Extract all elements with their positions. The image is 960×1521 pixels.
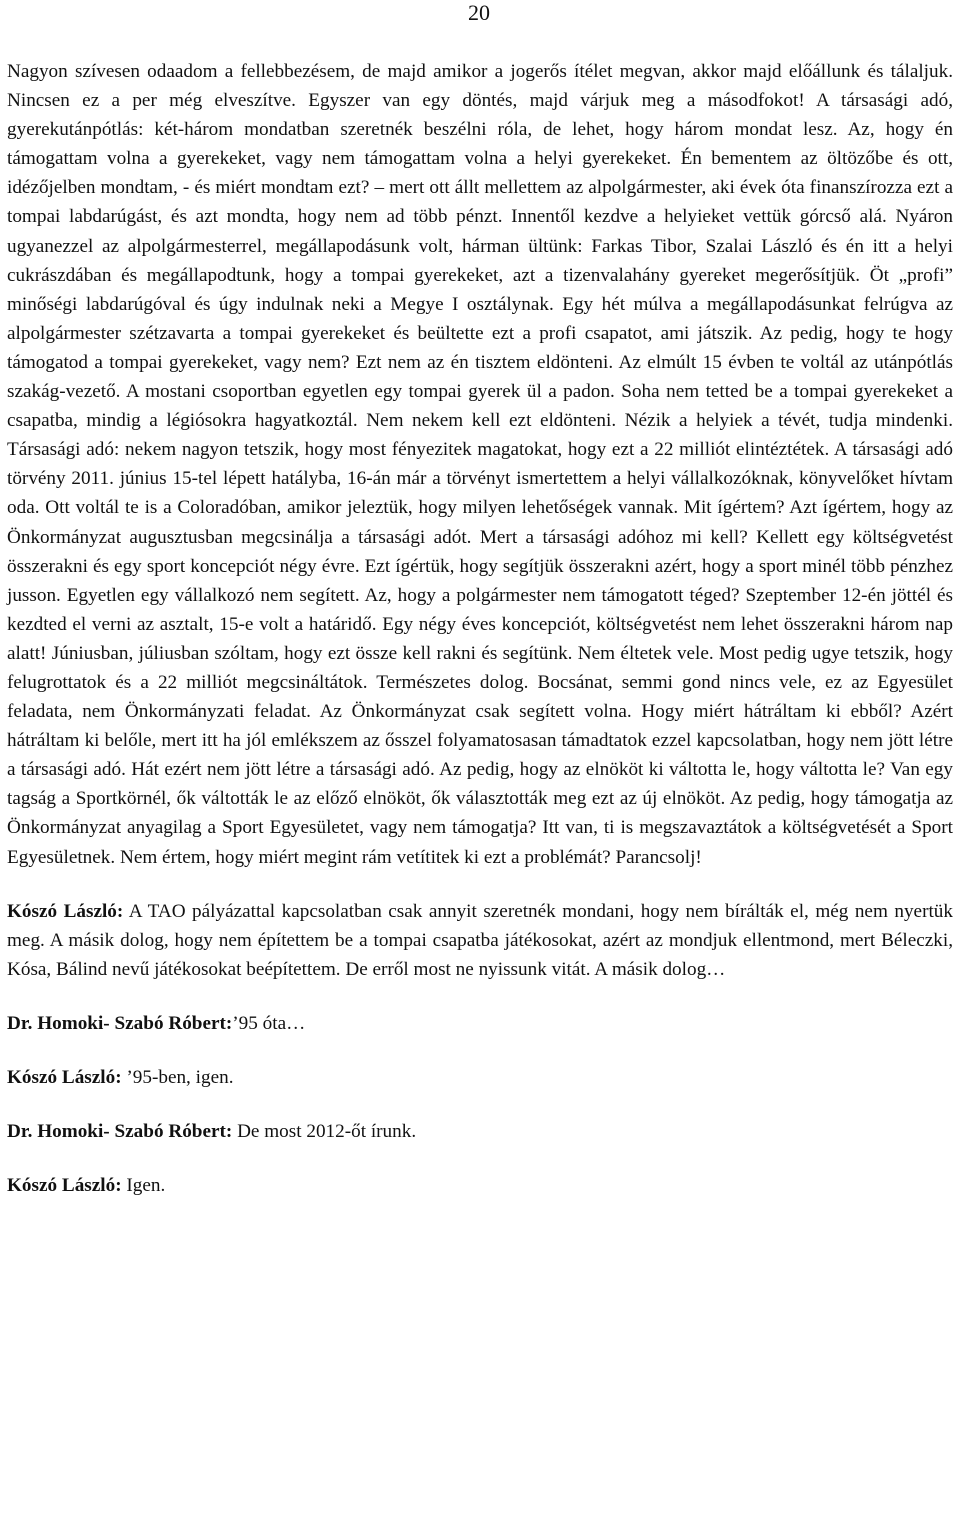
paragraph-text: A TAO pályázattal kapcsolatban csak annyit szeretnék mondani, hogy nem bírálták el, még nem nyertük meg. A másik dolog, hogy nem építettem be a tompai csapatba játékosokat, azért az mondjuk ellentmond, mert Béleczki, Kósa, Bálind nevű játékosokat beépítettem. De erről most ne nyissunk vitát. A másik dolog… — [7, 900, 953, 980]
speaker-name: Dr. Homoki- Szabó Róbert: — [7, 1012, 233, 1034]
paragraph-text: ’95-ben, igen. — [121, 1067, 234, 1088]
page-number: 20 — [468, 0, 490, 25]
paragraph-homoki-szabo-2 — [7, 1117, 953, 1146]
speaker-name: Dr. Homoki- Szabó Róbert: — [7, 1121, 233, 1143]
paragraph-text: De most 2012-őt írunk. — [232, 1121, 417, 1143]
paragraph-homoki-szabo-1 — [7, 1009, 953, 1038]
paragraph-kosz-laszlo-3 — [7, 1171, 953, 1200]
speaker-name: Kószó László: — [7, 900, 124, 922]
paragraph-text: ’95 óta… — [232, 1012, 306, 1034]
paragraph-text: Nagyon szívesen odaadom a fellebbezésem, de majd amikor a jogerős ítélet megvan, akkor majd előállunk és tálaljuk. Nincsen ez a per még elveszítve. Egyszer van egy döntés, majd várjuk meg a másodfokot! A társasági adó, gyerekutánpótlás: két-három mondatban szeretnék beszélni róla, de lehet, hogy három mondat lesz. Az, hogy én támogattam volna a gyerekeket, vagy nem támogattam volna a helyi gyerekeket. Én bementem az öltözőbe és ott, idézőjelben mondtam, - és miért mondtam ezt? – mert ott állt mellettem az alpolgármester, aki évek óta finanszírozza ezt a tompai labdarúgást, és azt mondta, hogy nem ad több pénzt. Innentől kezdve a helyieket vettük górcső alá. Nyáron ugyanezzel az alpolgármesterrel, megállapodásunk volt, hárman ültünk: Farkas Tibor, Szalai László és én itt a helyi cukrászdában és megállapodtunk, hogy a tompai gyerekeket, azt a tizenvalahány gyereket megerősítjük. Öt „profi” minőségi labdarúgóval és úgy indulnak neki a Megye I osztálynak. Egy hét múlva a megállapodásunkat felrúgva az alpolgármester szétzavarta a tompai gyerekeket és beültette ezt a profi csapatot, ami játszik. Az pedig, hogy te hogy támogatod a tompai gyerekeket, vagy nem? Ezt nem az én tisztem eldönteni. Az elmúlt 15 évben te voltál az utánpótlás szakág-vezető. A mostani csoportban egyetlen egy tompai gyerek ül a padon. Soha nem tetted be a tompai gyerekeket a csapatba, mindig a légiósokra hagyatkoztál. Nem nekem kell ezt eldönteni. Nézik a helyiek a tévét, tudja mindenki. Társasági adó: nekem nagyon tetszik, hogy most fényezitek magatokat, hogy ezt a 22 milliót elintéztétek. A társasági adó törvény 2011. június 15-tel lépett hatályba, 16-án már a törvényt ismertettem a helyi vállalkozóknak, könyvelőket hívtam oda. Ott voltál te is a Coloradóban, amikor jeleztük, hogy milyen lehetőségek vannak. Mit ígértem? Azt ígértem, hogy az Önkormányzat augusztusban megcsinálja a társasági adót. Mert a társasági adóhoz mi kell? Kellett egy költségvetést összerakni és egy sport koncepciót négy évre. Ezt ígértük, hogy segítjük összerakni azért, hogy a sport minél több pénzhez jusson. Egyetlen egy vállalkozó nem segített. Az, hogy a polgármester nem támogatott téged? Szeptember 12-én jöttél és kezdted el verni az asztalt, 15-e volt a határidő. Egy négy éves koncepciót, költségvetést nem lehet összerakni három nap alatt! Júniusban, júliusban szóltam, hogy ezt össze kell rakni és segítünk. Nem éltetek vele. Most pedig ugye tetszik, hogy felugrottatok és a 22 milliót megcsináltátok. Természetes dolog. Bocsánat, semmi gond nincs vele, ez az Egyesület feladata, nem Önkormányzati feladat. Az Önkormányzat csak segített volna. Hogy miért hátráltam ki ebből? Azért hátráltam ki belőle, mert itt ha jól emlékszem az ősszel folyamatosasan támadtatok ezzel kapcsolatban, hogy nem jött létre a társasági adó. Hát ezért nem jött létre a társasági adó. Az pedig, hogy az elnököt ki váltotta le, hogy váltotta le? Van egy tagság a Sportkörnél, ők váltották le az előző elnököt, ők választották meg ezt az új elnököt. Az pedig, hogy támogatja az Önkormányzat anyagilag a Sport Egyesületet, vagy nem támogatja? Itt van, ti is megszavaztátok a költségvetését a Sport Egyesületnek. Nem értem, hogy miért megint rám vetítitek ki ezt a problémát? Parancsolj! — [7, 61, 953, 868]
paragraph-speech-continuation — [7, 57, 953, 872]
document-body — [7, 57, 953, 1200]
speaker-name: Kószó László: — [7, 1067, 122, 1088]
paragraph-kosz-laszlo-tao — [7, 897, 953, 984]
paragraph-text: Igen. — [121, 1175, 166, 1197]
speaker-name: Kószó László: — [7, 1175, 122, 1197]
paragraph-kosz-laszlo-2 — [7, 1063, 953, 1092]
